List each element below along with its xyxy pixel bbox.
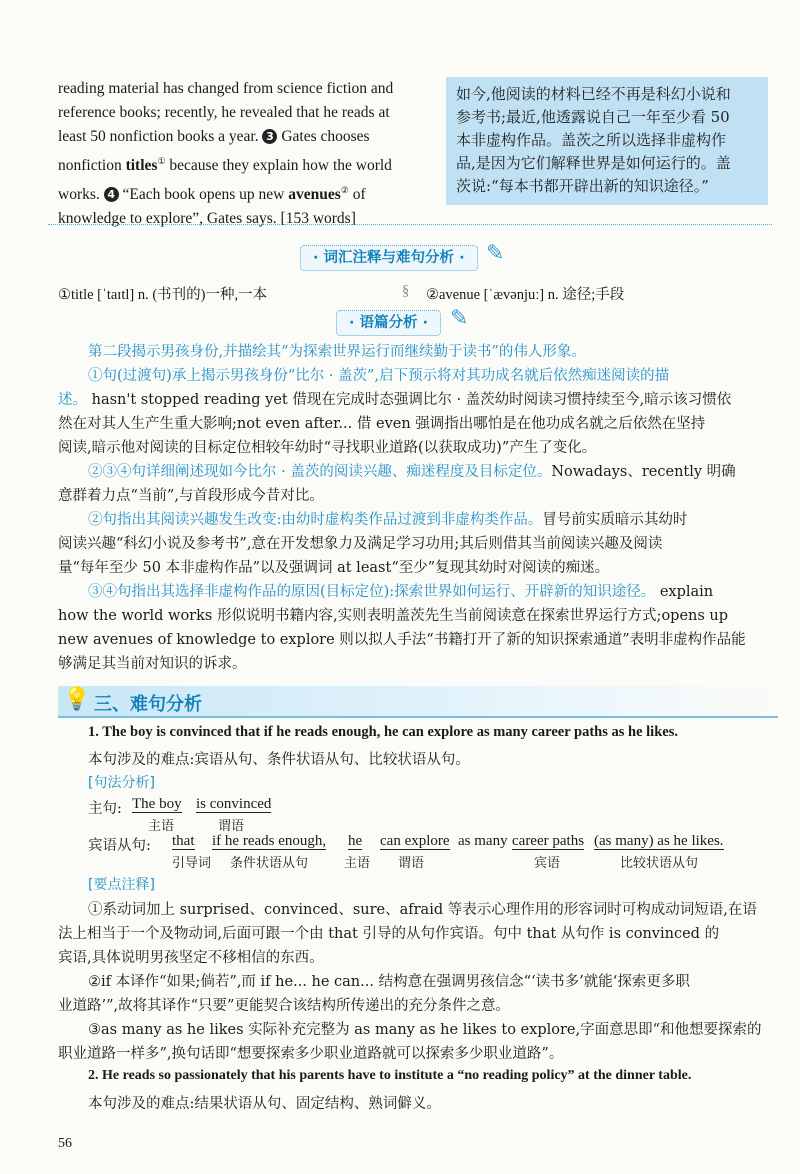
translation-line: 品,是因为它们解释世界是如何运行的。盖 (456, 154, 731, 172)
divider (48, 224, 772, 225)
comparative-clause: (as many) as he likes. (594, 833, 724, 849)
difficult-sentence-1: 1. The boy is convinced that if he reads enough, he can explore as many career paths as he likes. (88, 724, 678, 740)
label-lead-word: 引导词 (172, 856, 212, 871)
translation-line: 茨说:“每本书都开辟出新的知识途径。” (456, 177, 709, 195)
passage-line: works. 4 “Each book opens up new avenues② of (58, 185, 366, 204)
glossed-word-avenues: avenues (288, 186, 341, 204)
translation-box (446, 77, 768, 205)
label-object: 宾语 (534, 856, 561, 871)
subject-he: he (348, 833, 363, 849)
sentence-marker-4: 4 (104, 187, 119, 202)
translation-line: 如今,他阅读的材料已经不再是科幻小说和 (456, 85, 731, 103)
pen-icon: ✎ (450, 306, 469, 331)
label-subject-2: 主语 (344, 856, 371, 871)
label-predicate-2: 谓语 (398, 856, 425, 871)
object-clause-label: 宾语从句: (88, 838, 151, 854)
english-passage (58, 77, 436, 231)
object-career-paths: career paths (512, 833, 585, 849)
pen-icon: ✎ (486, 241, 505, 266)
passage-line: reference books; recently, he revealed that he reads at (58, 104, 390, 121)
translation-line: 参考书;最近,他透露说自己一年至少看 50 (456, 108, 730, 126)
syntax-analysis-tag: [句法分析] (88, 775, 155, 791)
as-many: as many (458, 833, 508, 849)
label-subject: 主语 (148, 819, 175, 834)
sentence-2-points: 本句涉及的难点:结果状语从句、固定结构、熟词僻义。 (88, 1096, 441, 1112)
label-conditional: 条件状语从句 (230, 856, 309, 871)
vocab-section-label: · 词汇注释与难句分析 · (300, 245, 478, 271)
passage-line: least 50 nonfiction books a year. 3 Gates chooses (58, 128, 370, 145)
main-clause-label: 主句: (88, 801, 122, 817)
sentence-1-points: 本句涉及的难点:宾语从句、条件状语从句、比较状语从句。 (88, 752, 470, 768)
lead-word: that (172, 833, 195, 849)
passage-line: reading material has changed from science fiction and (58, 80, 394, 97)
passage-line: knowledge to explore”, Gates says. [153 words] (58, 210, 356, 228)
sentence-marker-3: 3 (262, 129, 277, 144)
subject-phrase: The boy (132, 796, 182, 812)
lightbulb-icon: 💡 (63, 687, 91, 712)
vocab-item-title: ①title [ˈtaɪtl] n. (书刊的)一种,一本 (58, 287, 268, 303)
predicate-can-explore: can explore (380, 833, 450, 849)
glossed-word-titles: titles (125, 157, 158, 175)
passage-line: nonfiction titles① because they explain how the world (58, 156, 392, 175)
note-2: ②if 本译作“如果;倘若”,而 if he... he can... 结构意在强调男孩信念“‘读书多’就能‘探索更多职 业道路’”,故将其译作“只要”更能契合该结构所传递出的充分条件之意。 (58, 974, 690, 1014)
predicate-phrase: is convinced (196, 796, 272, 812)
page-number: 56 (58, 1136, 72, 1151)
section-title: 三、难句分析 (94, 694, 202, 715)
difficult-sentence-2: 2. He reads so passionately that his parents have to institute a “no reading policy” at the dinner table. (88, 1068, 692, 1083)
vocab-item-avenue: ②avenue [ˈævənjuː] n. 途径;手段 (426, 287, 625, 303)
conditional-clause: if he reads enough, (212, 833, 327, 849)
discourse-section-label: · 语篇分析 · (336, 310, 441, 336)
discourse-paragraph-1: ①句(过渡句)承上揭示男孩身份“比尔 · 盖茨”,启下预示将对其功成名就后依然痴迷阅读的描 述。 hasn't stopped reading yet 借现在完成时态强调比尔 · 盖茨幼时阅读习惯持续至今,暗示该习惯依 然在对其人生产生重大影响;not even after... 借 even 强调指出哪怕是在他功成名就之后依然在坚持 阅读,暗示他对阅读的目标定位相较年幼时“寻找职业道路(以获取成功)”产生了变化。 (58, 368, 732, 456)
discourse-heading: 第二段揭示男孩身份,并描绘其“为探索世界运行而继续勤于读书”的伟人形象。 (88, 344, 586, 360)
discourse-paragraph-3: ②句指出其阅读兴趣发生改变:由幼时虚构类作品过渡到非虚构类作品。冒号前实质暗示其幼时 阅读兴趣“科幻小说及参考书”,意在开发想象力及满足学习功用;其后则借其当前阅读兴趣及阅读 量“每年至少 50 本非虚构作品”以及强调词 at least“至少”复现其幼时对阅读的痴迷。 (58, 512, 688, 576)
note-1: ①系动词加上 surprised、convinced、sure、afraid 等表示心理作用的形容词时可构成动词短语,在语 法上相当于一个及物动词,后面可跟一个由 that 引导的从句作宾语。句中 that 从句作 is convinced 的 宾语,具体说明男孩坚定不移相信的东西。 (58, 902, 757, 966)
discourse-paragraph-4: ③④句指出其选择非虚构作品的原因(目标定位):探索世界如何运行、开辟新的知识途径。 explain how the world works 形似说明书籍内容,实则表明盖茨先生当前阅读意在探索世界运行方式;opens up new avenues of knowledge to explore 则以拟人手法“书籍打开了新的知识探索通道”表明非虚构作品能 够满足其当前对知识的诉求。 (58, 584, 746, 672)
discourse-paragraph-2: ②③④句详细阐述现如今比尔 · 盖茨的阅读兴趣、痴迷程度及目标定位。Nowadays、recently 明确 意群着力点“当前”,与首段形成今昔对比。 (58, 464, 736, 504)
note-3: ③as many as he likes 实际补充完整为 as many as he likes to explore,字面意思即“和他想要探索的 职业道路一样多”,换句话即“想要探索多少职业道路就可以探索多少职业道路”。 (58, 1022, 762, 1062)
label-comparative: 比较状语从句 (620, 856, 699, 871)
vocab-separator: § (402, 283, 410, 299)
translation-line: 本非虚构作品。盖茨之所以选择非虚构作 (456, 131, 727, 149)
notes-tag: [要点注释] (88, 877, 155, 893)
label-predicate: 谓语 (218, 819, 245, 834)
